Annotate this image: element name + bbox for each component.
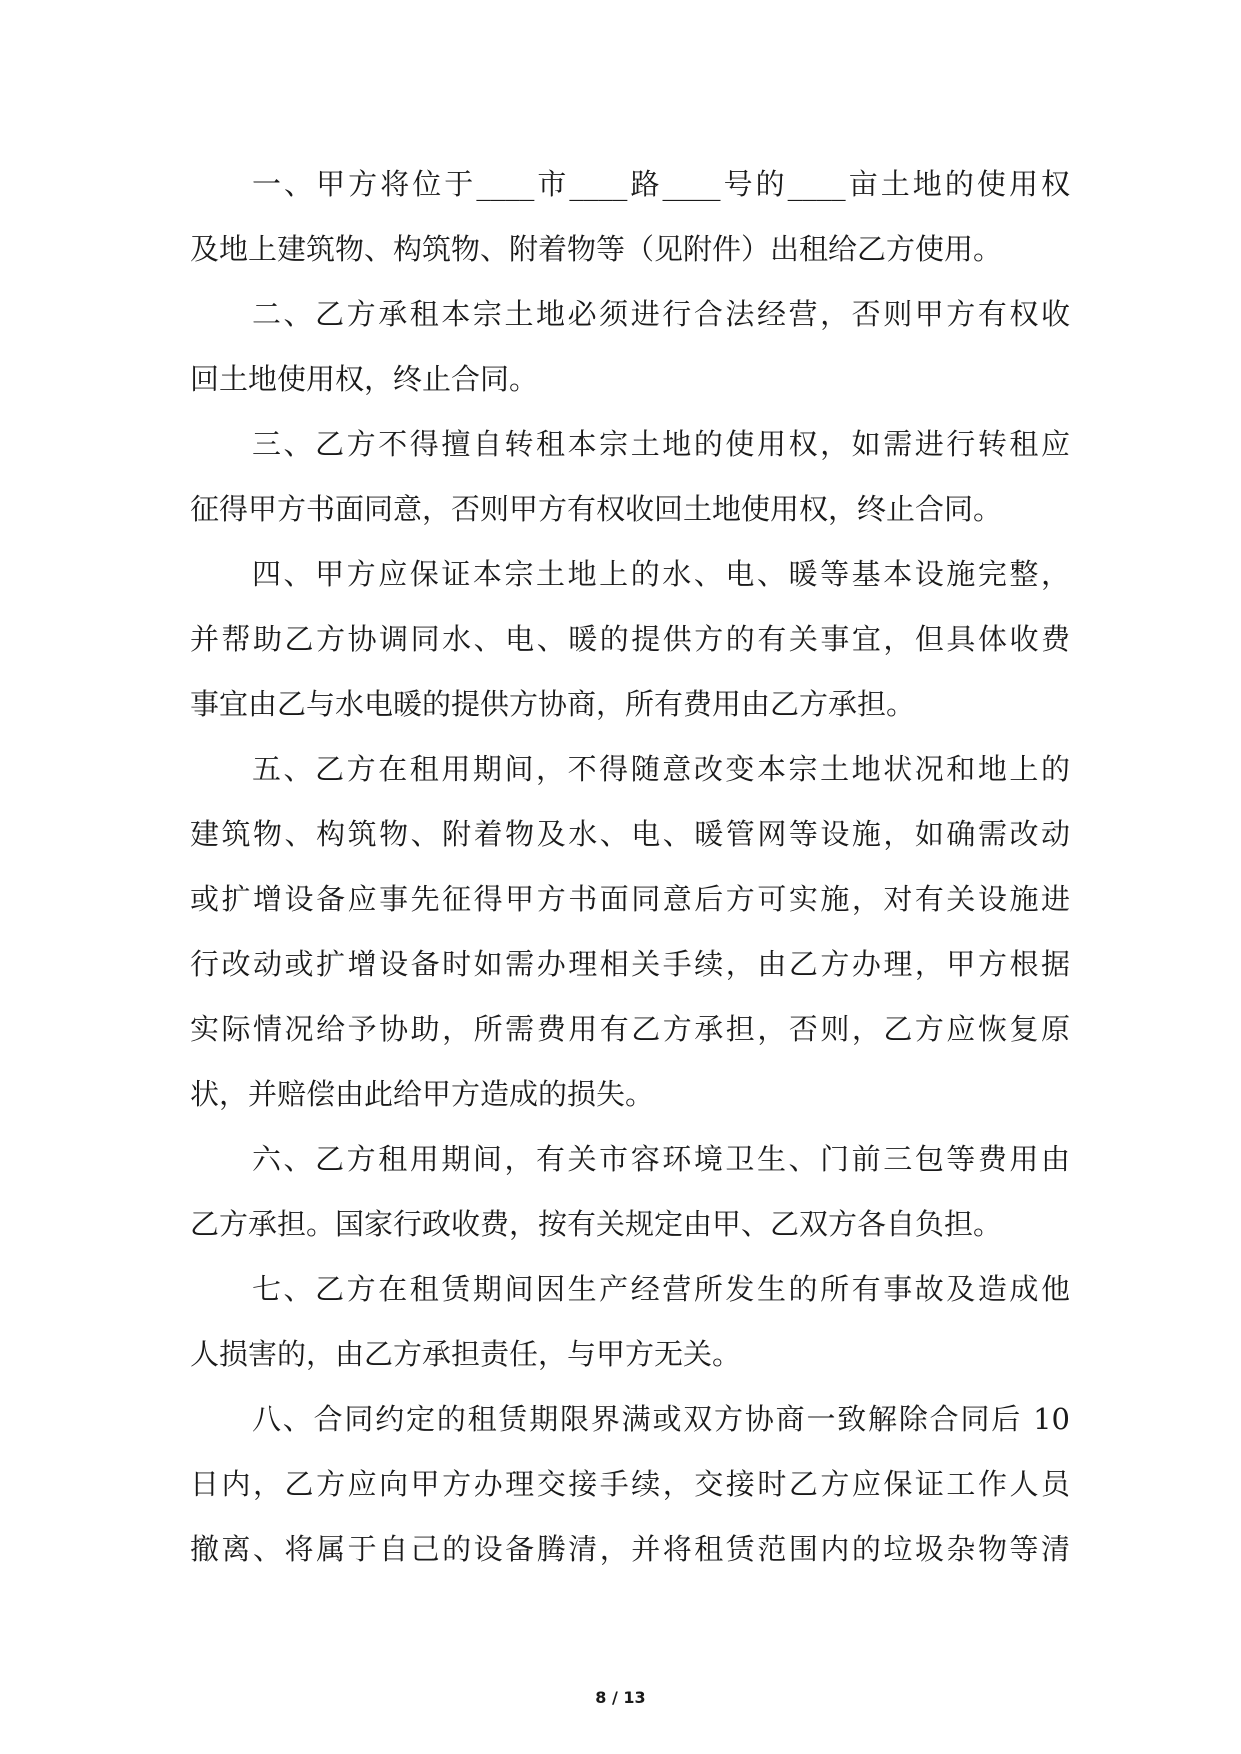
clause-4-line-1: 四、甲方应保证本宗土地上的水、电、暖等基本设施完整， [252,557,1070,591]
clause-1-line-1: 一、甲方将位于____市____路____号的____亩土地的使用权 [252,167,1070,201]
clause-4-line-3: 事宜由乙与水电暖的提供方协商，所有费用由乙方承担。 [190,687,916,721]
clause-8-line-3: 撤离、将属于自己的设备腾清，并将租赁范围内的垃圾杂物等清 [190,1532,1070,1566]
page-number: 8 / 13 [595,1688,646,1707]
clause-4-line-2: 并帮助乙方协调同水、电、暖的提供方的有关事宜，但具体收费 [190,622,1070,656]
clause-3-line-1: 三、乙方不得擅自转租本宗土地的使用权，如需进行转租应 [252,427,1070,461]
clause-5-line-4: 行改动或扩增设备时如需办理相关手续，由乙方办理，甲方根据 [190,947,1070,981]
clause-5-line-2: 建筑物、构筑物、附着物及水、电、暖管网等设施，如确需改动 [190,817,1070,851]
clause-5-line-3: 或扩增设备应事先征得甲方书面同意后方可实施，对有关设施进 [190,882,1070,916]
clause-6-line-2: 乙方承担。国家行政收费，按有关规定由甲、乙双方各自负担。 [190,1207,1003,1241]
clause-5-line-5: 实际情况给予协助，所需费用有乙方承担，否则，乙方应恢复原 [190,1012,1070,1046]
clause-5-line-6: 状，并赔偿由此给甲方造成的损失。 [190,1077,655,1111]
clause-2-line-2: 回土地使用权，终止合同。 [190,362,539,396]
clause-6-line-1: 六、乙方租用期间，有关市容环境卫生、门前三包等费用由 [252,1142,1070,1176]
clause-3-line-2: 征得甲方书面同意，否则甲方有权收回土地使用权，终止合同。 [190,492,1003,526]
document-body [190,160,1070,1590]
clause-7-line-2: 人损害的，由乙方承担责任，与甲方无关。 [190,1337,742,1371]
clause-5-line-1: 五、乙方在租用期间，不得随意改变本宗土地状况和地上的 [252,752,1070,786]
clause-8-line-1: 八、合同约定的租赁期限界满或双方协商一致解除合同后 10 [252,1402,1070,1436]
clause-7-line-1: 七、乙方在租赁期间因生产经营所发生的所有事故及造成他 [252,1272,1070,1306]
clause-1-line-2: 及地上建筑物、构筑物、附着物等（见附件）出租给乙方使用。 [190,232,1003,266]
clause-8-line-2: 日内，乙方应向甲方办理交接手续，交接时乙方应保证工作人员 [190,1467,1070,1501]
clause-2-line-1: 二、乙方承租本宗土地必须进行合法经营，否则甲方有权收 [252,297,1070,331]
